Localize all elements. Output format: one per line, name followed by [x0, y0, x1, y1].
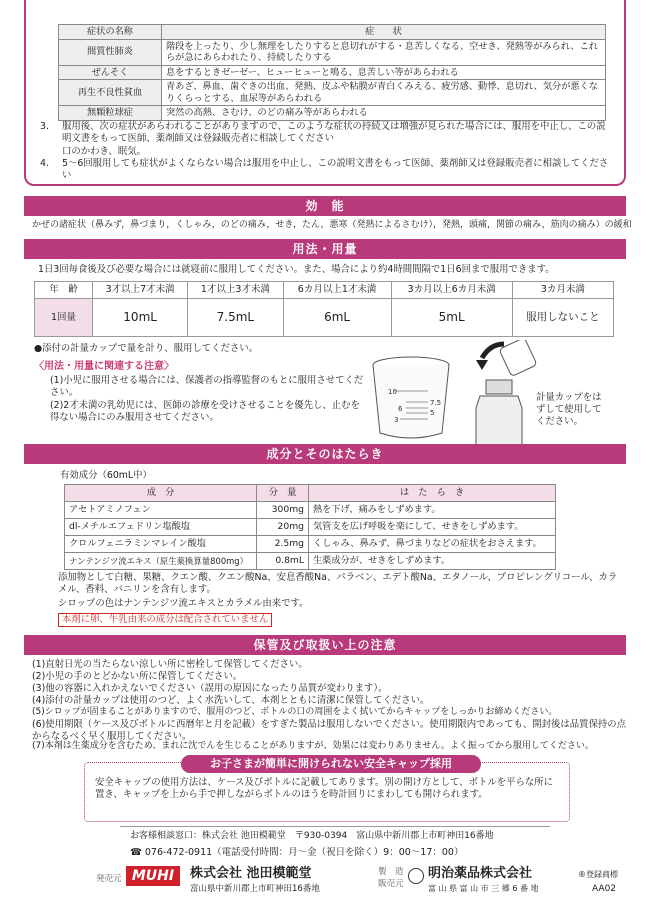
dosage-title: 用法・用量 [24, 239, 626, 259]
dosage-intro: 1日3回毎食後及び必要な場合には就寝前に服用してください。また、場合により約4時間間隔で1日6回まで服用できます。 [38, 264, 555, 275]
maker-label: 製 造 [378, 867, 404, 877]
ingr-header-name: 成 分 [65, 485, 257, 502]
syrup-color-text: シロップの色はナンテンジツ流エキスとカラメル由来です。 [58, 598, 309, 609]
dosage-caution-1: (1)小児に服用させる場合には、保護者の指導監督のもとに服用させてください。 [50, 375, 364, 398]
symptom-name: 間質性肺炎 [59, 39, 162, 65]
ingr-name: アセトアミノフェン [65, 502, 257, 519]
note-4: 4. 5～6回服用しても症状がよくならない場合は服用を中止し、この説明文書をもって医師、薬剤師又は登録販売者に相談してください [40, 158, 609, 181]
seller-label: 発売元 [96, 874, 122, 884]
symptom-desc: 突然の高熱、さむけ、のどの痛み等があらわれる [162, 106, 606, 121]
table-row [65, 553, 556, 570]
storage-item: (6)使用期限（ケース及びボトルに西暦年と月を記載）をすぎた製品は服用しないでください。使用期限内であっても、開封後は品質保持の点からなるべく早く服用してください。 [32, 719, 626, 742]
storage-item: (1)直射日光の当たらない涼しい所に密栓して保管してください。 [32, 659, 308, 670]
table-row [59, 80, 606, 106]
maker-address: 富 山 県 富 山 市 三 郷 6 番 地 [428, 884, 539, 893]
ingr-qty: 2.5mg [257, 536, 309, 553]
symptom-desc: 息をするときゼーゼー、ヒューヒューと鳴る、息苦しい等があらわれる [162, 65, 606, 80]
age-label: 年 齢 [35, 282, 93, 299]
note-3: 3. 服用後、次の症状があらわれることがありますので、このような症状の持続又は増強が見られた場合には、服用を中止し、この説明文書をもって医師、薬剤師又は登録販売者に相談してください [40, 121, 606, 144]
cup-mark-6: 6 [398, 405, 403, 413]
cap-instruction: 計量カップをはずして使用してください。 [536, 392, 602, 427]
dosage-caution-2: (2)2才未満の乳幼児には、医師の診療を受けさせることを優先し、止むを得ない場合にのみ服用させてください。 [50, 400, 360, 423]
ingr-name: dl-メチルエフェドリン塩酸塩 [65, 519, 257, 536]
age-cell: 3才以上7才未満 [93, 282, 188, 299]
muhi-logo: MUHI [126, 866, 180, 886]
symptom-name: 無顆粒球症 [59, 106, 162, 121]
bottle-illustration [466, 340, 538, 450]
ingr-header-qty: 分 量 [257, 485, 309, 502]
note-3-symptoms: 口のかわき、眠気。 [62, 146, 147, 157]
cup-mark-5: 5 [430, 409, 435, 417]
measuring-cup-illustration [370, 355, 452, 441]
age-cell: 1才以上3才未満 [188, 282, 283, 299]
cup-mark-7-5: 7.5 [430, 399, 442, 407]
trademark-note: ®登録商標 [578, 870, 618, 879]
ingr-header-effect: は た ら き [309, 485, 556, 502]
safety-cap-text: 安全キャップの使用方法は、ケース及びボトルに記載してあります。別の開け方として、ボトルを平らな所に置き、キャップを上から手で押しながらボトルのほうを時計回りにまわしても開けられます。 [95, 777, 553, 800]
footer-divider [120, 826, 550, 827]
amount-cell: 服用しないこと [512, 299, 613, 337]
leaflet-code: AA02 [592, 884, 617, 894]
amount-cell: 5mL [391, 299, 512, 337]
safety-cap-box [84, 757, 570, 822]
amount-label: 1回量 [35, 299, 93, 337]
ingr-qty: 20mg [257, 519, 309, 536]
ingr-name: クロルフェニラミンマレイン酸塩 [65, 536, 257, 553]
table-row [65, 536, 556, 553]
table-row [65, 502, 556, 519]
age-cell: 6カ月以上1才未満 [283, 282, 391, 299]
ingredients-title: 成分とそのはたらき [24, 444, 626, 464]
ingr-name: ナンテンジツ流エキス（原生薬換算量800mg） [65, 553, 257, 570]
seller-name: 株式会社 池田模範堂 [190, 866, 312, 881]
dosage-caution-title: 〈用法・用量に関連する注意〉 [34, 361, 174, 372]
efficacy-text: かぜの諸症状（鼻みず，鼻づまり，くしゃみ，のどの痛み，せき，たん，悪寒（発熱によるさむけ），発熱，頭痛，関節の痛み，筋肉の痛み）の緩和 [32, 220, 632, 230]
amount-cell: 6mL [283, 299, 391, 337]
age-cell: 3カ月未満 [512, 282, 613, 299]
ingr-qty: 0.8mL [257, 553, 309, 570]
ingr-effect: 生薬成分が、せきをしずめます。 [309, 553, 556, 570]
table-row [59, 39, 606, 65]
cup-note: ●添付の計量カップで量を計り、服用してください。 [34, 343, 258, 354]
storage-item: (3)他の容器に入れかえないでください（誤用の原因になったり品質が変わります）。 [32, 683, 388, 694]
ingredients-subtitle: 有効成分（60mL中） [60, 470, 152, 481]
symptoms-table [58, 24, 606, 121]
cup-mark-3: 3 [394, 416, 399, 424]
amount-cell: 10mL [93, 299, 188, 337]
efficacy-title: 効 能 [24, 196, 626, 216]
safety-cap-title: お子さまが簡単に開けられない安全キャップ採用 [181, 755, 481, 773]
additives-text: 添加物として白糖、果糖、クエン酸、クエン酸Na、安息香酸Na、パラベン、エデト酸Na、エタノール、プロピレングリコール、カラメル、香料、バニリンを含有します。 [58, 572, 618, 595]
symptom-desc: 青あざ、鼻血、歯ぐきの出血、発熱、皮ふや粘膜が青白くみえる、疲労感、動悸、息切れ、気分が悪くなりくらっとする、血尿等があらわれる [162, 80, 606, 106]
symptom-name: ぜんそく [59, 65, 162, 80]
symptom-name: 再生不良性貧血 [59, 80, 162, 106]
contact-info: お客様相談窓口：株式会社 池田模範堂 〒930-0394 富山県中新川郡上市町神田16番地 [130, 831, 494, 841]
ingr-qty: 300mg [257, 502, 309, 519]
storage-title: 保管及び取扱い上の注意 [24, 635, 626, 655]
storage-item: (2)小児の手のとどかない所に保管してください。 [32, 671, 243, 682]
age-cell: 3カ月以上6カ月未満 [391, 282, 512, 299]
symptoms-header-name: 症状の名称 [59, 25, 162, 40]
storage-item: (5)シロップが固まることがありますので、服用のつど、ボトルの口の周囲をよく拭いてからキャップをしっかりお締めください。 [32, 707, 558, 717]
allergy-notice: 本剤に卵、牛乳由来の成分は配合されていません [58, 613, 272, 627]
maker-label: 販売元 [378, 879, 404, 889]
storage-item: (4)添付の計量カップは使用のつど、よく水洗いして、本剤とともに清潔に保管してください。 [32, 695, 430, 706]
symptoms-header-desc: 症 状 [162, 25, 606, 40]
cup-mark-10: 10 [388, 388, 397, 396]
maker-name: 明治薬品株式会社 [428, 866, 533, 881]
ingr-effect: 気管支を広げ呼吸を楽にして、せきをしずめます。 [309, 519, 556, 536]
seller-address: 富山県中新川郡上市町神田16番地 [190, 884, 320, 894]
table-row [59, 106, 606, 121]
symptom-desc: 階段を上ったり、少し無理をしたりすると息切れがする・息苦しくなる、空せき、発熱等がみられ、これらが急にあらわれたり、持続したりする [162, 39, 606, 65]
ingredients-table [64, 484, 556, 570]
contact-phone: ☎ 076-472-0911（電話受付時間：月～金（祝日を除く）9：00～17：00） [130, 847, 464, 858]
ingr-effect: 熱を下げ、痛みをしずめます。 [309, 502, 556, 519]
dosage-table [34, 281, 614, 337]
table-row [59, 65, 606, 80]
ingr-effect: くしゃみ、鼻みず、鼻づまりなどの症状をおさえます。 [309, 536, 556, 553]
table-row [65, 519, 556, 536]
storage-item: (7)本剤は生薬成分を含むため、まれに沈でんを生じることがありますが、効果には変わりありません。よく振ってから服用してください。 [32, 741, 594, 751]
amount-cell: 7.5mL [188, 299, 283, 337]
meiji-logo-icon [408, 868, 424, 884]
